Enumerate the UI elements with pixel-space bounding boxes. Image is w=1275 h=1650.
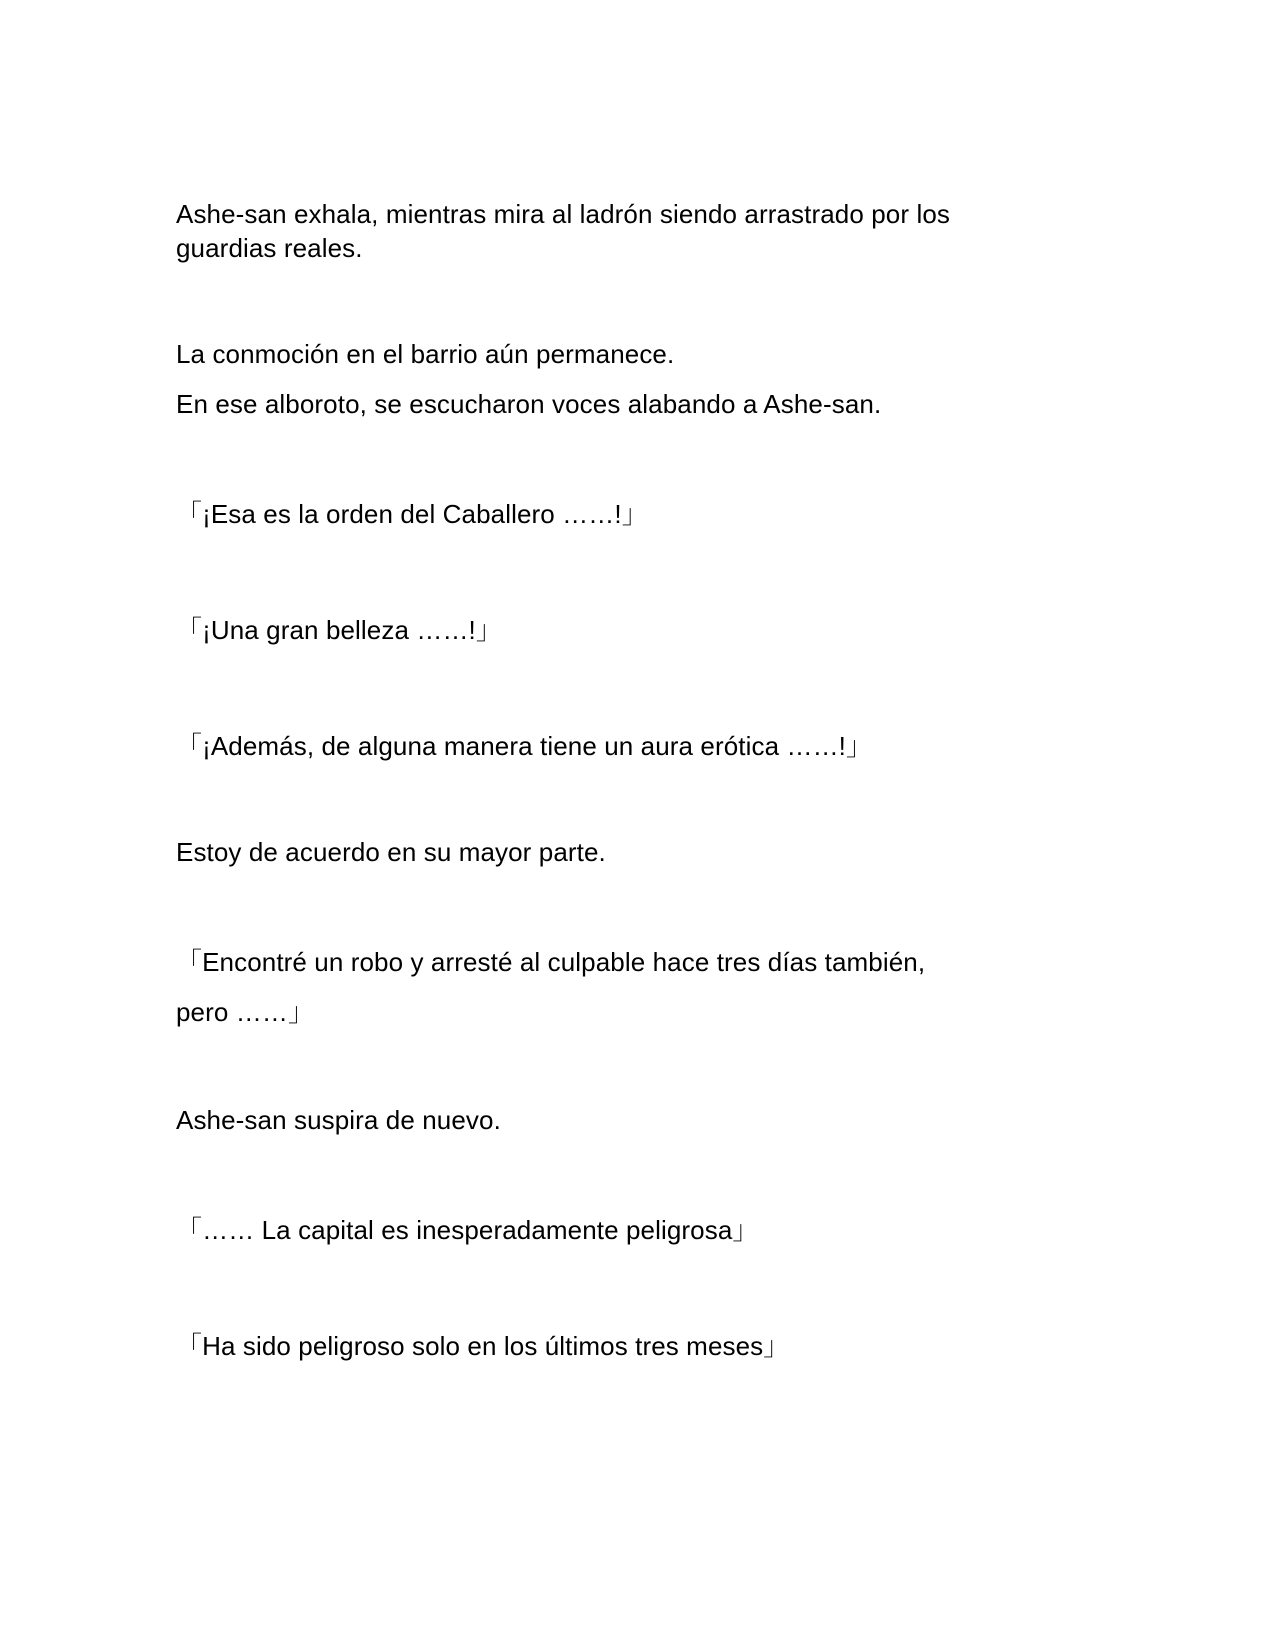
dialogue-gran-belleza: 「¡Una gran belleza ……!」	[176, 615, 502, 645]
paragraph-suspira: Ashe-san suspira de nuevo.	[176, 1105, 501, 1135]
dialogue-aura-erotica: 「¡Además, de alguna manera tiene un aura erótica ……!」	[176, 731, 873, 761]
paragraph-alboroto: En ese alboroto, se escucharon voces alabando a Ashe-san.	[176, 389, 882, 419]
dialogue-orden-caballero: 「¡Esa es la orden del Caballero ……!」	[176, 499, 648, 529]
paragraph-conmocion: La conmoción en el barrio aún permanece.	[176, 339, 675, 369]
dialogue-tres-meses: 「Ha sido peligroso solo en los últimos tres meses」	[176, 1331, 790, 1361]
paragraph-de-acuerdo: Estoy de acuerdo en su mayor parte.	[176, 837, 606, 867]
paragraph-ashe-exhala: Ashe-san exhala, mientras mira al ladrón siendo arrastrado por los guardias reales.	[176, 199, 950, 263]
dialogue-capital-peligrosa: 「…… La capital es inesperadamente peligrosa」	[176, 1215, 759, 1245]
dialogue-encontre-robo: 「Encontré un robo y arresté al culpable hace tres días también,	[176, 947, 926, 977]
dialogue-encontre-robo-continuation: pero ……」	[176, 997, 315, 1027]
